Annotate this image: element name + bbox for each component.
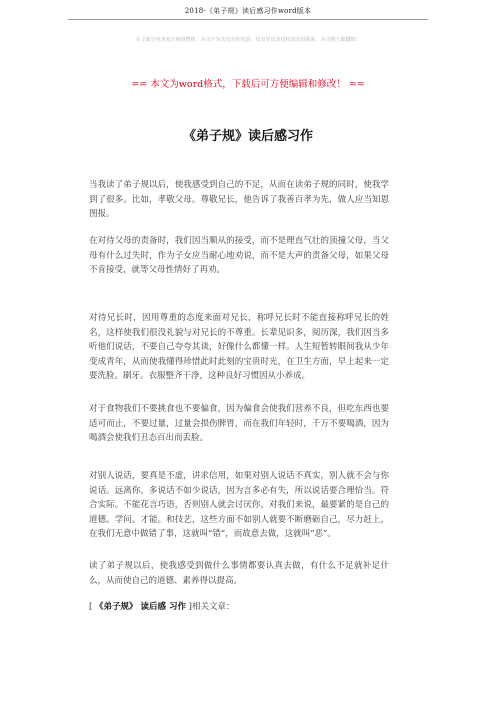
related-open-bracket: [ (89, 602, 93, 612)
document-header-title: 2018-《弟子规》读后感习作word版本 (184, 7, 312, 15)
paragraph-4: 对于食物我们不要挑食也不要偏食，因为偏食会使我们营养不良，但吃东西也要适可而止，不要过量，过量会损伤脾胃，而在我们年轻时，千万不要喝酒，因为喝酒会使我们丑态百出而丢脸。 (89, 404, 389, 444)
paragraph-2: 在对待父母的责备时，我们因当顺从的接受，而不是理直气壮的顶撞父母，当父母有什么过失时，作为子女应当耐心地劝说，而不是大声的责备父母，如果父母不肯接受，就等父母性情好了再劝。 (89, 236, 389, 276)
paragraph-3: 对待兄长时，因用尊重的态度来面对兄长，称呼兄长时不能直接称呼兄长的姓名，这样使我们很没礼貌与对兄长的不尊重。长辈见识多，阅历深，我们因当多听他们说话，不要自己夸夸其谈，好像什么都懂一样。人生短暂转眼间我从少年变成青年，从而使我懂得珍惜此时此刻的宝贵时光，在卫生方面，早上起来一定要洗脸。刷牙。衣服整齐干净，这种良好习惯因从小养成。 (89, 313, 389, 382)
header-divider (68, 19, 428, 20)
paragraph-6: 读了弟子规以后，使我感受到做什么事情都要认真去做，有什么不足就补足什么，从而使自己的道德、素养得以提高。 (89, 561, 389, 586)
related-articles-link[interactable]: 《弟子规》 读后感 习作 (95, 602, 186, 612)
paragraph-5: 对别人说话，要真是不虚，讲求信用，如果对别人说话不真实，别人就不会与你说话。远离你，多说话不如少说话，因为言多必有失，所以说话要合理恰当。符合实际。不能花言巧语，否则别人就会讨厌你，对我们来说，最要紧的是自己的道德。学问。才能。和技艺，这些方面不如别人就要不断磨砺自己，尽力赶上，在我们无意中做错了事，这就叫“错”，而故意去做，这就叫“恶”。 (89, 471, 389, 540)
document-title: 《弟子规》读后感习作 (182, 129, 313, 144)
disclaimer-text: 本文部分内容来自网络整理，本司不为其真实性负责，如有异议或侵权请及时联系，本司将立即删除！ (135, 37, 361, 43)
paragraph-1: 当我读了弟子规以后，使我感受到自己的不足，从而在读弟子规的同时，使我学到了很多。比如，孝敬父母。尊敬兄长，他告诉了我善百孝为先，做人应当知恩图报。 (89, 180, 389, 220)
related-articles-label: 相关文章： (191, 602, 235, 612)
related-articles-line (89, 600, 389, 612)
related-close-bracket: ] (188, 602, 192, 612)
word-format-notice: == 本文为word格式，下载后可方便编辑和修改！ == (131, 79, 365, 90)
